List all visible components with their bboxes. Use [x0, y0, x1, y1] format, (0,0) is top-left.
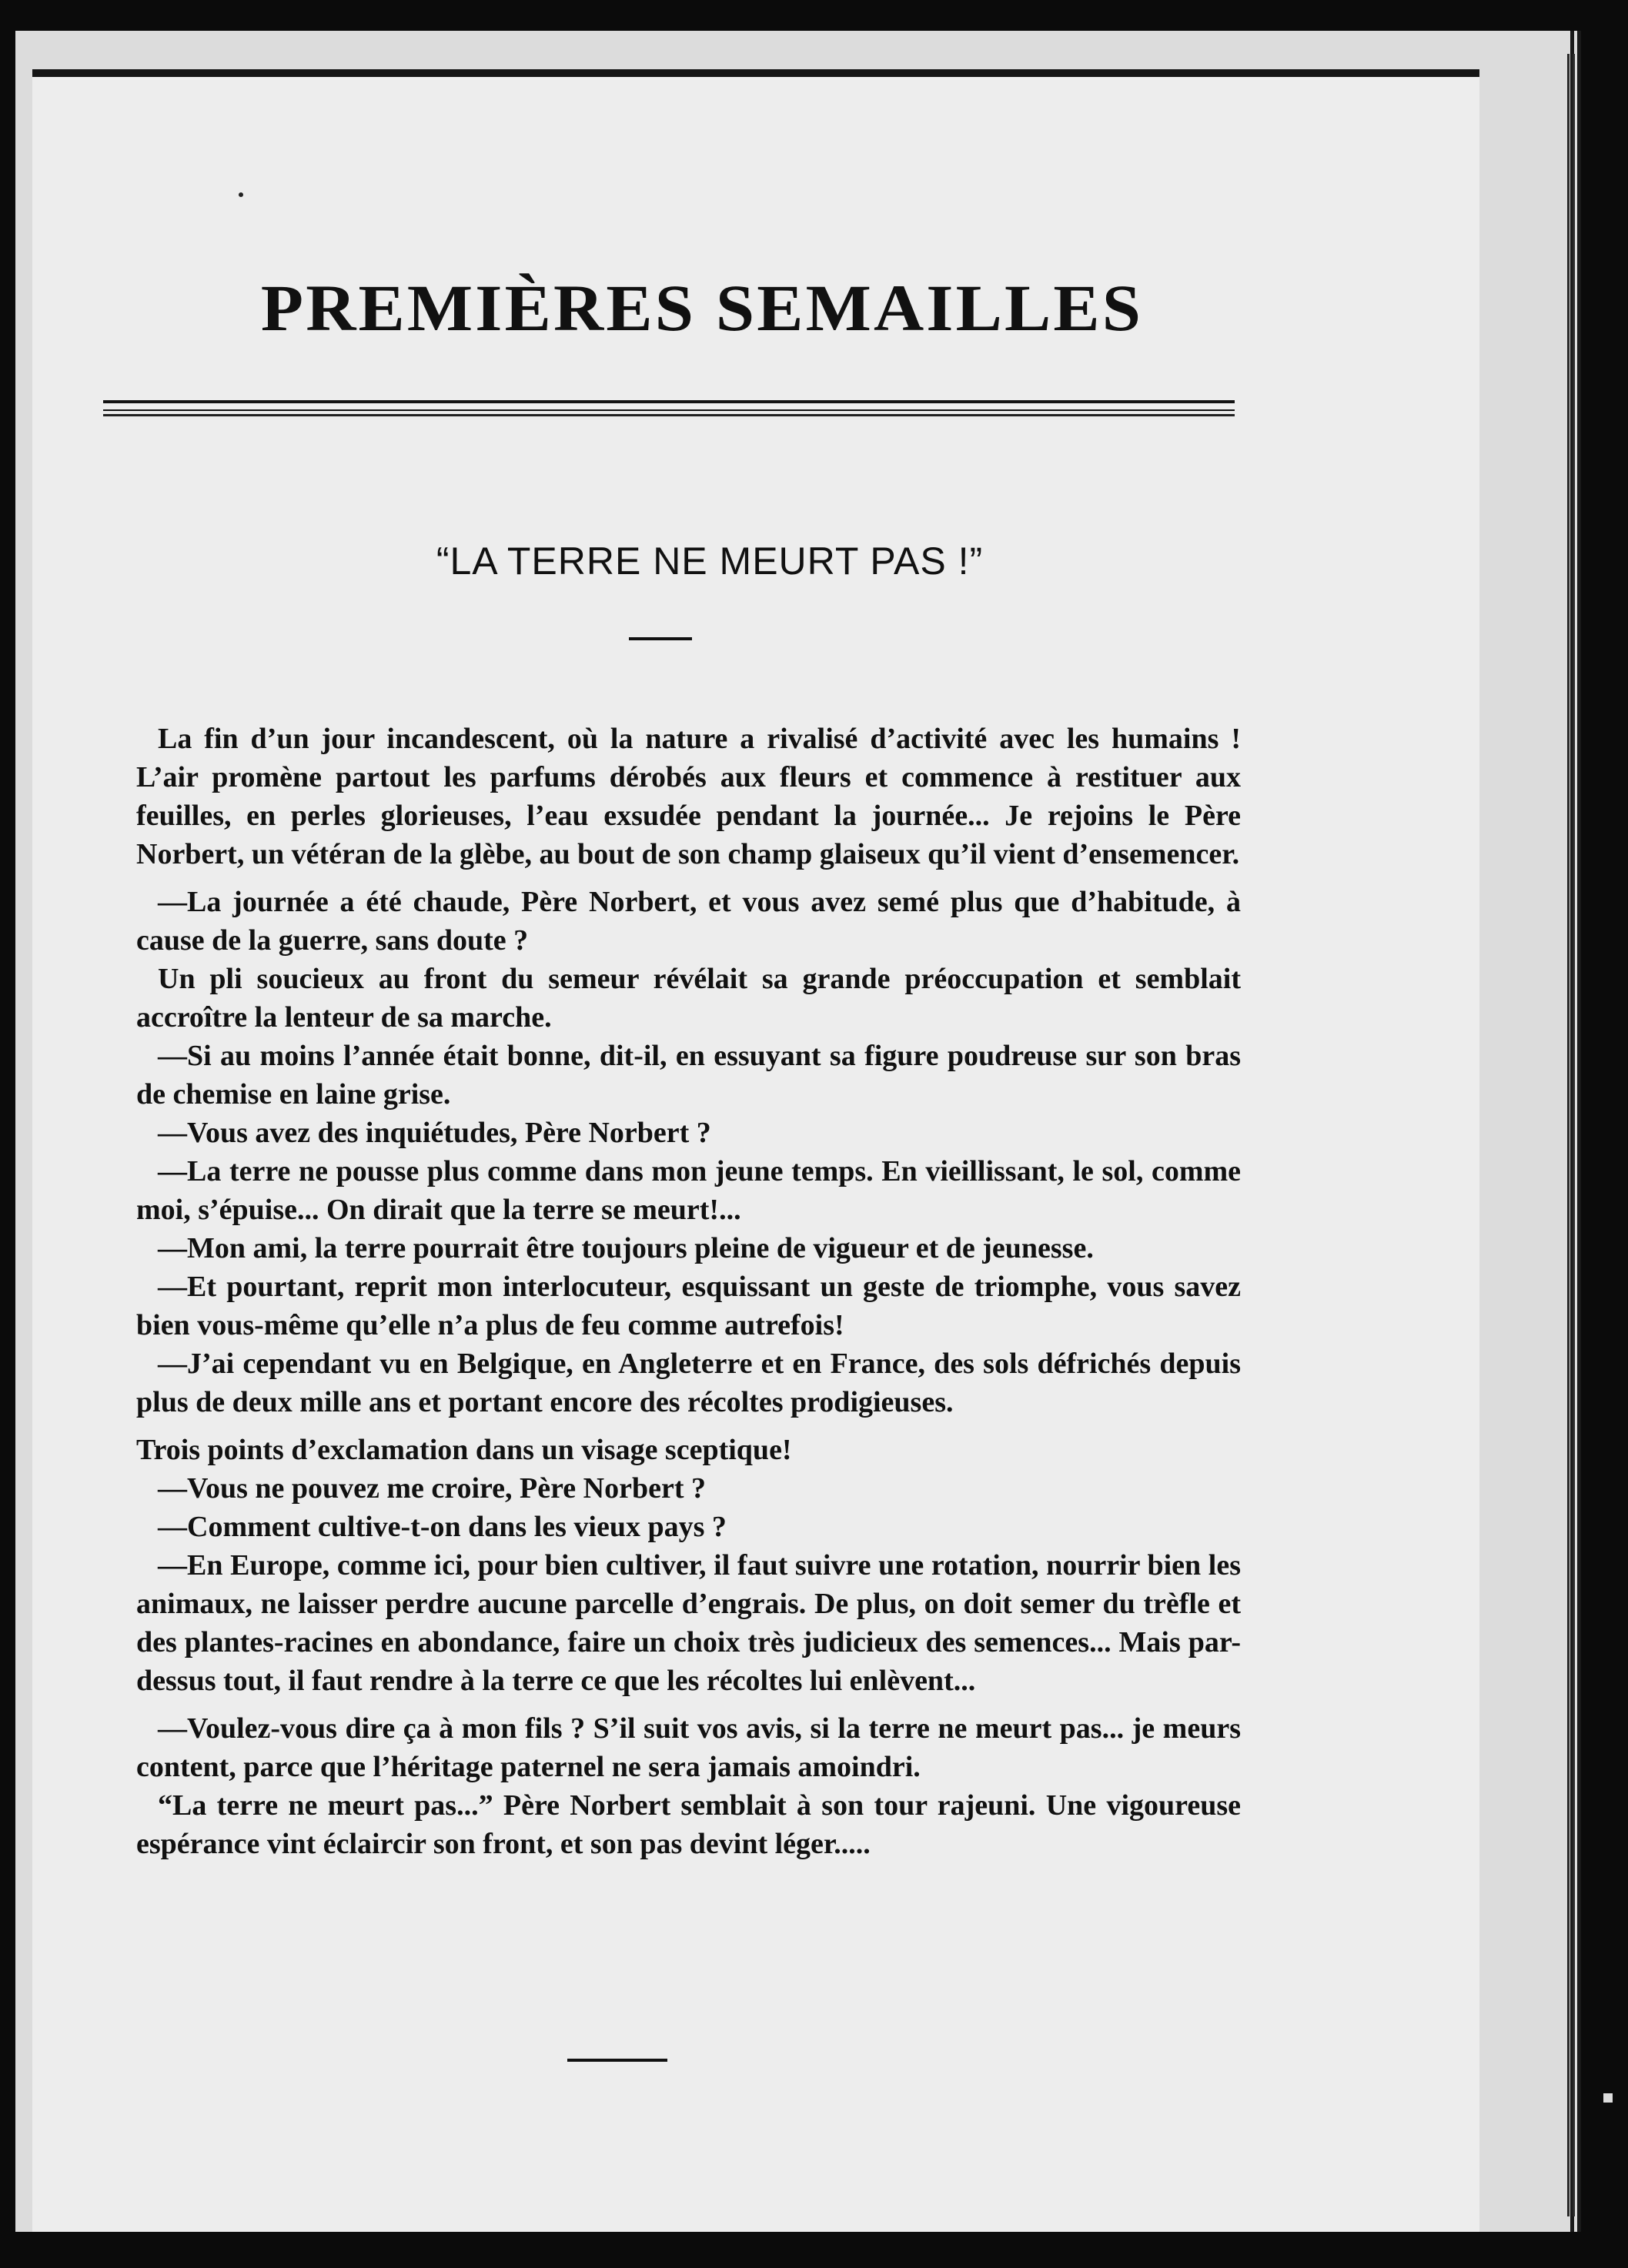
page-stack: [15, 31, 1581, 2232]
subtitle: “LA TERRE NE MEURT PAS !”: [436, 539, 984, 583]
end-dash: [567, 2059, 667, 2062]
edge-mark: [1603, 2093, 1613, 2103]
paragraph: —En Europe, comme ici, pour bien cultiver, il faut suivre une rotation, nourrir bien les animaux, ne laisser perdre aucune parcelle d’engrais. De plus, on doit semer du trèfle et des plantes-racines en abondance, faire un choix très judicieux des semences... Mais par-dessus tout, il faut rendre à la terre ce que les récoltes lui enlèvent...: [136, 1549, 1241, 1697]
paragraph: —Et pourtant, reprit mon interlocuteur, esquissant un geste de triomphe, vous savez bien vous-même qu’elle n’a plus de feu comme autrefois!: [136, 1271, 1241, 1341]
document-page: [32, 69, 1479, 2232]
paragraph: —Mon ami, la terre pourrait être toujours pleine de vigueur et de jeunesse.: [158, 1232, 1094, 1264]
paragraph: Trois points d’exclamation dans un visage sceptique!: [136, 1434, 792, 1466]
paragraph: —Comment cultive-t-on dans les vieux pays ?: [158, 1511, 727, 1543]
article-body: [136, 720, 1241, 1863]
paragraph: “La terre ne meurt pas...” Père Norbert semblait à son tour rajeuni. Une vigoureuse espérance vint éclaircir son front, et son pas devint léger.....: [136, 1789, 1241, 1860]
paragraph: Un pli soucieux au front du semeur révélait sa grande préoccupation et semblait accroître la lenteur de sa marche.: [136, 963, 1241, 1034]
headline: PREMIÈRES SEMAILLES: [260, 271, 1144, 345]
paragraph: —Vous avez des inquiétudes, Père Norbert ?: [158, 1117, 711, 1149]
paragraph: —La terre ne pousse plus comme dans mon jeune temps. En vieillissant, le sol, comme moi, s’épuise... On dirait que la terre se meurt!...: [136, 1155, 1241, 1226]
separator-dash: [629, 637, 692, 640]
paragraph: La fin d’un jour incandescent, où la nature a rivalisé d’activité avec les humains ! L’air promène partout les parfums dérobés aux fleurs et commence à restituer aux feuilles, en perles glorieuses, l’eau exsudée pendant la journée... Je rejoins le Père Norbert, un vétéran de la glèbe, au bout de son champ glaiseux qu’il vient d’ensemencer.: [136, 723, 1241, 870]
ink-speck: [239, 192, 243, 197]
paragraph: —Vous ne pouvez me croire, Père Norbert ?: [158, 1472, 706, 1505]
paragraph: —La journée a été chaude, Père Norbert, et vous avez semé plus que d’habitude, à cause de la guerre, sans doute ?: [136, 886, 1241, 957]
paragraph: —J’ai cependant vu en Belgique, en Angleterre et en France, des sols défrichés depuis plus de deux mille ans et portant encore des récoltes prodigieuses.: [136, 1348, 1241, 1418]
paragraph: —Si au moins l’année était bonne, dit-il, en essuyant sa figure poudreuse sur son bras de chemise en laine grise.: [136, 1040, 1241, 1111]
headline-rule: [103, 400, 1235, 411]
paragraph: —Voulez-vous dire ça à mon fils ? S’il suit vos avis, si la terre ne meurt pas... je meurs content, parce que l’héritage paternel ne sera jamais amoindri.: [136, 1712, 1241, 1783]
